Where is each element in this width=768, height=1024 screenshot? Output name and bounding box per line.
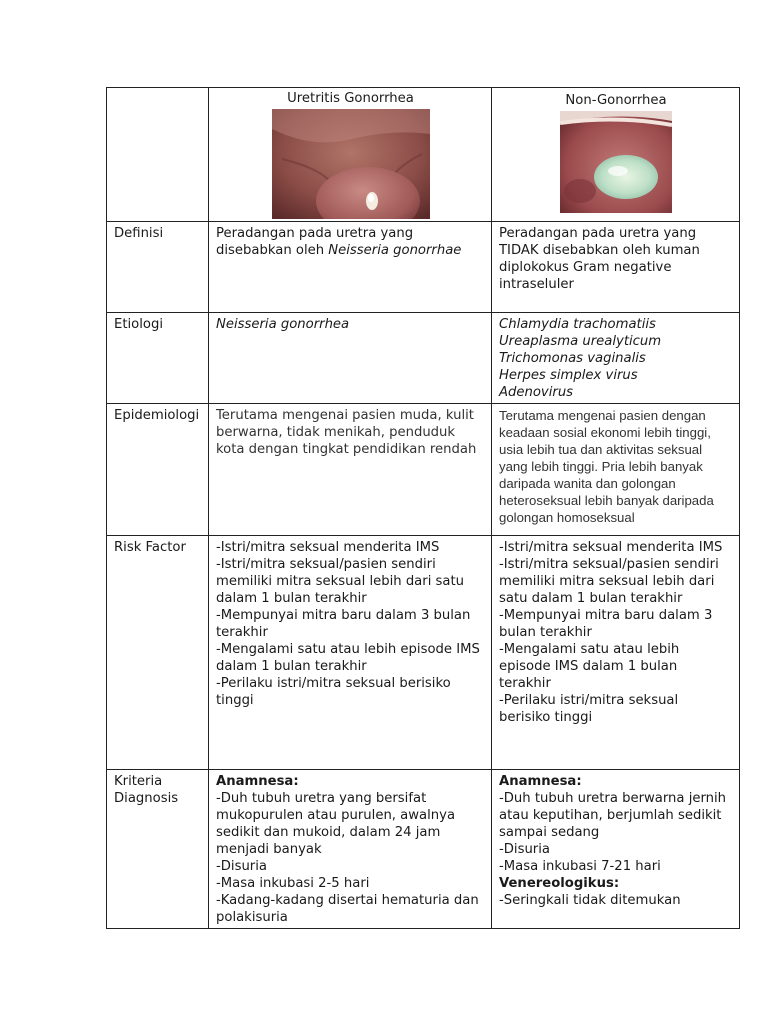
row-label-risk-factor: Risk Factor xyxy=(107,536,209,770)
kriteria-item: -Seringkali tidak ditemukan xyxy=(499,893,681,908)
header-empty-cell xyxy=(107,88,209,222)
header-non-gonorrhea-label: Non-Gonorrhea xyxy=(565,93,667,108)
kriteria-item: -Disuria xyxy=(216,859,267,874)
risk-non-gonorrhea xyxy=(492,536,740,770)
kriteria-item: -Disuria xyxy=(499,842,550,857)
risk-item: -Perilaku istri/mitra seksual berisiko tinggi xyxy=(216,676,451,708)
etiologi-non-gonorrhea xyxy=(492,313,740,404)
row-label-kriteria-diagnosis: Kriteria Diagnosis xyxy=(107,770,209,929)
definisi-gonorrhea xyxy=(209,222,492,313)
row-epidemiologi xyxy=(107,404,740,536)
risk-gonorrhea xyxy=(209,536,492,770)
kriteria-heading: Anamnesa: xyxy=(499,774,582,789)
row-label-epidemiologi-text: Epidemiologi xyxy=(114,408,200,423)
kriteria-item: -Kadang-kadang disertai hematuria dan polakisuria xyxy=(216,893,479,925)
kriteria-non-gonorrhea xyxy=(492,770,740,929)
risk-item: -Istri/mitra seksual/pasien sendiri memiliki mitra seksual lebih dari satu dalam 1 bulan terakhir xyxy=(499,557,719,606)
row-kriteria-diagnosis xyxy=(107,770,740,929)
row-label-epidemiologi xyxy=(107,404,209,536)
row-label-etiologi: Etiologi xyxy=(107,313,209,404)
non-gonorrhea-clinical-photo xyxy=(560,111,672,213)
row-risk-factor xyxy=(107,536,740,770)
etiologi-organism: Trichomonas vaginalis xyxy=(499,351,646,366)
kriteria-item: -Masa inkubasi 2-5 hari xyxy=(216,876,370,891)
risk-item: -Mengalami satu atau lebih episode IMS dalam 1 bulan terakhir xyxy=(499,642,680,691)
row-label-definisi: Definisi xyxy=(107,222,209,313)
kriteria-item: -Masa inkubasi 7-21 hari xyxy=(499,859,661,874)
header-non-gonorrhea-cell xyxy=(492,88,740,222)
row-etiologi xyxy=(107,313,740,404)
row-definisi xyxy=(107,222,740,313)
epidemiologi-gonorrhea: Terutama mengenai pasien muda, kulit berwarna, tidak menikah, penduduk kota dengan tingkat pendidikan rendah xyxy=(209,404,492,536)
risk-item: -Mempunyai mitra baru dalam 3 bulan terakhir xyxy=(216,608,471,640)
definisi-gonorrhea-text: Peradangan pada uretra yang disebabkan oleh xyxy=(216,226,414,258)
kriteria-item: -Duh tubuh uretra yang bersifat mukopurulen atau purulen, awalnya sedikit dan mukoid, dalam 24 jam menjadi banyak xyxy=(216,791,456,857)
kriteria-gonorrhea xyxy=(209,770,492,929)
definisi-gonorrhea-organism: Neisseria gonorrhae xyxy=(328,243,462,258)
risk-item: -Perilaku istri/mitra seksual berisiko tinggi xyxy=(499,693,679,725)
definisi-non-gonorrhea: Peradangan pada uretra yang TIDAK disebabkan oleh kuman diplokokus Gram negative intraseluler xyxy=(492,222,740,313)
header-gonorrhea-label: Uretritis Gonorrhea xyxy=(287,91,414,106)
risk-item: -Mengalami satu atau lebih episode IMS dalam 1 bulan terakhir xyxy=(216,642,480,674)
risk-item: -Istri/mitra seksual menderita IMS xyxy=(499,540,723,555)
kriteria-item: -Duh tubuh uretra berwarna jernih atau keputihan, berjumlah sedikit sampai sedang xyxy=(499,791,727,840)
comparison-table xyxy=(106,87,740,929)
etiologi-organism: Adenovirus xyxy=(499,385,574,400)
header-row xyxy=(107,88,740,222)
kriteria-heading: Anamnesa: xyxy=(216,774,299,789)
epidemiologi-non-gonorrhea: Terutama mengenai pasien dengan keadaan sosial ekonomi lebih tinggi, usia lebih tua dan aktivitas seksual yang lebih tinggi. Pria lebih banyak daripada wanita dan golongan heteroseksual lebih banyak daripada golongan homoseksual xyxy=(492,404,740,536)
etiologi-organism: Herpes simplex virus xyxy=(499,368,638,383)
header-gonorrhea-cell xyxy=(209,88,492,222)
etiologi-gonorrhea: Neisseria gonorrhea xyxy=(209,313,492,404)
gonorrhea-clinical-photo xyxy=(272,109,430,219)
risk-item: -Mempunyai mitra baru dalam 3 bulan terakhir xyxy=(499,608,713,640)
risk-item: -Istri/mitra seksual menderita IMS xyxy=(216,540,440,555)
etiologi-organism: Ureaplasma urealyticum xyxy=(499,334,662,349)
kriteria-heading: Venereologikus: xyxy=(499,876,620,891)
etiologi-organism: Chlamydia trachomatiis xyxy=(499,317,656,332)
risk-item: -Istri/mitra seksual/pasien sendiri memiliki mitra seksual lebih dari satu dalam 1 bulan terakhir xyxy=(216,557,465,606)
